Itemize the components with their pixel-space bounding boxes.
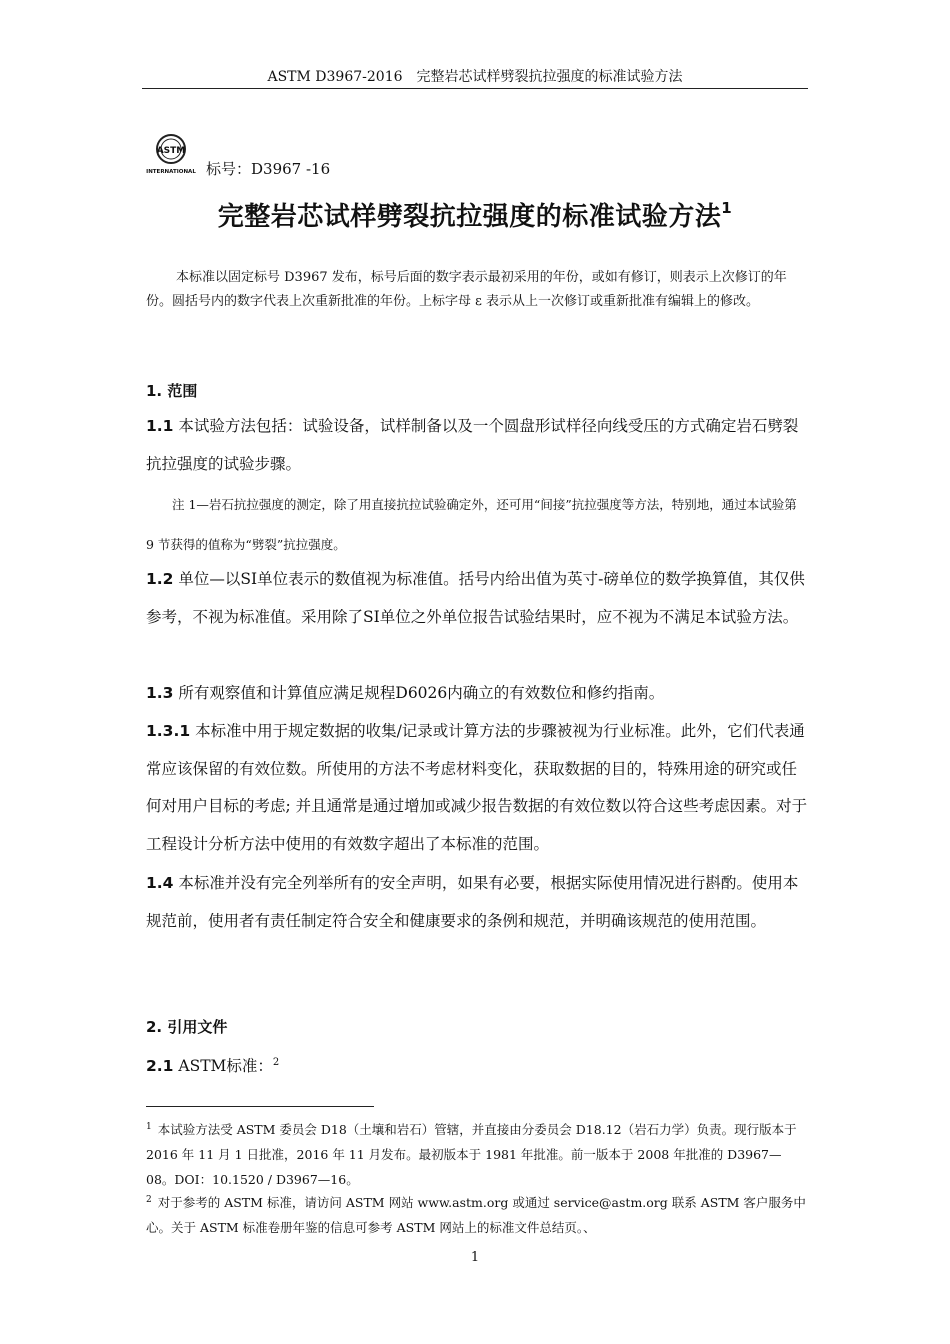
para-1-1	[146, 408, 808, 483]
logo-subtext: INTERNATIONAL	[146, 169, 196, 175]
para-1-4-number: 1.4	[146, 874, 174, 892]
para-1-3	[146, 675, 808, 713]
logo-text: ASTM	[156, 146, 186, 156]
footnote-1	[146, 1115, 808, 1192]
document-title	[142, 196, 808, 233]
astm-logo	[146, 132, 196, 176]
designation: 标号：D3967 -16	[206, 160, 331, 178]
para-1-3-text: 所有观察值和计算值应满足规程D6026内确立的有效数位和修约指南。	[173, 684, 665, 702]
para-1-3-1	[146, 713, 808, 863]
footnote-rule	[146, 1106, 374, 1107]
footnote-1-mark: 1	[146, 1122, 152, 1132]
para-1-4-text: 本标准并没有完全列举所有的安全声明，如果有必要，根据实际使用情况进行斟酌。使用本规范前，使用者有责任制定符合安全和健康要求的条例和规范，并明确该规范的使用范围。	[146, 874, 799, 930]
para-2-1	[146, 1044, 808, 1086]
para-1-3-1-number: 1.3.1	[146, 722, 191, 740]
para-2-1-text: ASTM标准：	[173, 1057, 273, 1076]
para-2-1-footnote-ref: 2	[272, 1057, 280, 1068]
note-1: 注 1—岩石抗拉强度的测定，除了用直接抗拉试验确定外，还可用“间接”抗拉强度等方法，特别地，通过本试验第 9 节获得的值称为“劈裂”抗拉强度。	[146, 497, 797, 552]
para-1-2-text: 单位—以SI单位表示的数值视为标准值。括号内给出值为英寸-磅单位的数学换算值，其仅供参考，不视为标准值。采用除了SI单位之外单位报告试验结果时，应不视为不满足本试验方法。	[146, 570, 805, 626]
section-1-heading: 1. 范围	[146, 382, 198, 400]
footnote-2	[146, 1188, 808, 1240]
astm-logo-graphic	[146, 132, 196, 176]
para-1-3-number: 1.3	[146, 684, 174, 702]
para-1-3-1-text: 本标准中用于规定数据的收集/记录或计算方法的步骤被视为行业标准。此外，它们代表通常应该保留的有效位数。所使用的方法不考虑材料变化，获取数据的目的，特殊用途的研究或任何对用户目标的考虑; 并且通常是通过增加或减少报告数据的有效位数以符合这些考虑因素。对于工程设计分析方法中使用的有效数字超出了本标准的范围。	[146, 722, 808, 853]
footnote-2-text: 对于参考的 ASTM 标准，请访问 ASTM 网站 www.astm.org 或通过 service@astm.org 联系 ASTM 客户服务中心。关于 ASTM 标准卷册年鉴的信息可参考 ASTM 网站上的标准文件总结页。、	[146, 1195, 806, 1236]
intro-paragraph: 本标准以固定标号 D3967 发布，标号后面的数字表示最初采用的年份，或如有修订，则表示上次修订的年份。圆括号内的数字代表上次重新批准的年份。上标字母 ε 表示从上一次修订或重新批准有编辑上的修改。	[146, 270, 787, 309]
para-2-1-number: 2.1	[146, 1057, 174, 1076]
title-text: 完整岩芯试样劈裂抗拉强度的标准试验方法	[217, 202, 722, 232]
footnote-2-mark: 2	[146, 1195, 152, 1205]
para-1-2-number: 1.2	[146, 570, 174, 588]
para-1-2	[146, 561, 808, 636]
running-header: ASTM D3967-2016 完整岩芯试样劈裂抗拉强度的标准试验方法	[267, 69, 683, 85]
para-1-1-text: 本试验方法包括：试验设备，试样制备以及一个圆盘形试样径向线受压的方式确定岩石劈裂抗拉强度的试验步骤。	[146, 417, 799, 473]
section-2-heading: 2. 引用文件	[146, 1018, 228, 1036]
page-number: 1	[470, 1250, 480, 1265]
footnote-1-text: 本试验方法受 ASTM 委员会 D18（土壤和岩石）管辖，并直接由分委员会 D18.12（岩石力学）负责。现行版本于 2016 年 11 月 1 日批准，2016 年 11 月发布。最初版本于 1981 年批准。前一版本于 2008 年批准的 D3967—08。DOI：10.1520 / D3967—16。	[146, 1122, 797, 1188]
header-rule	[142, 88, 808, 89]
title-footnote-ref: 1	[721, 199, 733, 218]
para-1-4	[146, 865, 808, 940]
para-1-1-number: 1.1	[146, 417, 174, 435]
